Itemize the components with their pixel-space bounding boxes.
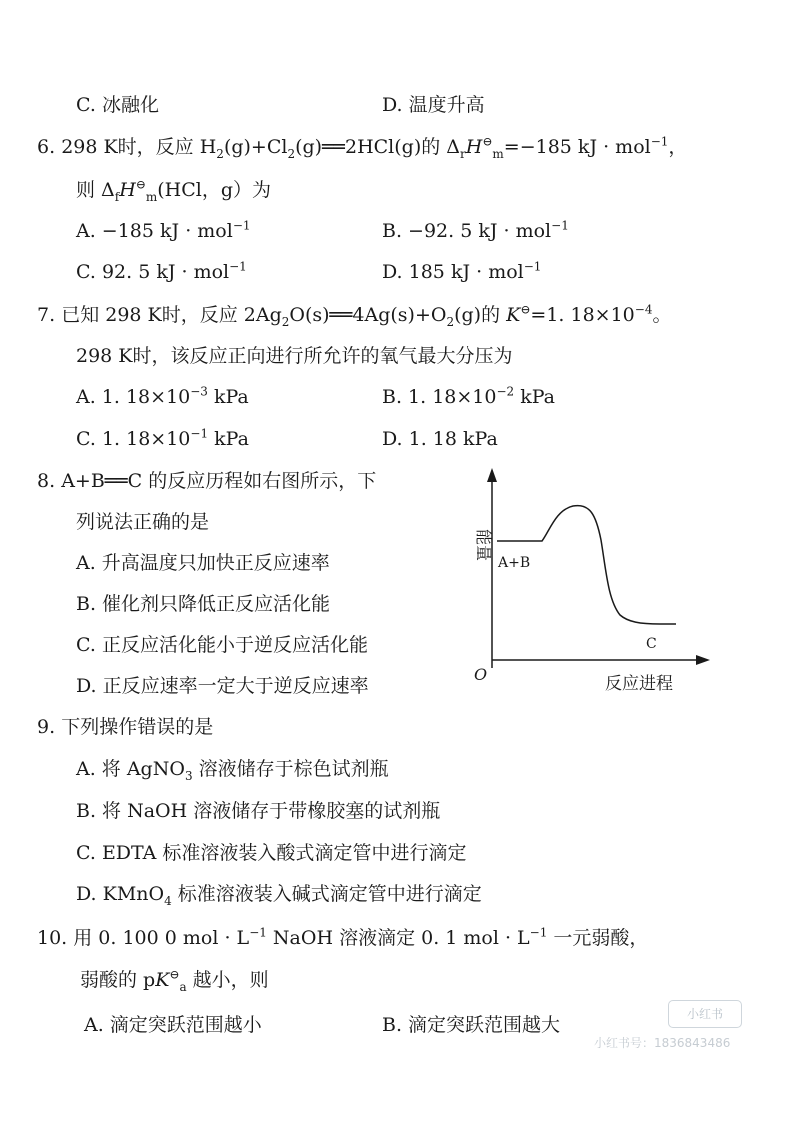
x-axis-arrow xyxy=(696,655,710,665)
reactants-label: A+B xyxy=(498,555,531,571)
q7-stem-line1: 7. 已知 298 K时，反应 $2Ag_2O(s)══4Ag(s)+O_2(g)$的 K⊖=1. $18\times 10^{-4}$。 xyxy=(37,302,672,329)
q5-option-d: D. 温度升高 xyxy=(382,94,485,116)
q8-stem-line1: 8. A+B══C 的反应历程如右图所示，下 xyxy=(37,470,377,492)
q6-option-a: A. −185 kJ · mol$^{-1}$ xyxy=(76,218,251,242)
q6-number: 6. xyxy=(37,136,56,158)
q8-option-a: A. 升高温度只加快正反应速率 xyxy=(76,552,330,574)
q6-option-c: C. 92. 5 kJ · mol$^{-1}$ xyxy=(76,259,247,283)
q8-option-b: B. 催化剂只降低正反应活化能 xyxy=(76,593,331,615)
q8-stem-line2: 列说法正确的是 xyxy=(76,511,210,533)
product-label: C xyxy=(646,636,657,652)
q9-stem: 9. 下列操作错误的是 xyxy=(37,716,214,738)
q7-option-c: C. 1. $18\times 10^{-1}$ kPa xyxy=(76,426,249,450)
origin-label: O xyxy=(474,665,488,684)
q10-option-a: A. 滴定突跃范围越小 xyxy=(84,1014,262,1036)
q5-option-c: C. 冰融化 xyxy=(76,94,159,116)
q7-option-a: A. 1. $18\times 10^{-3}$ kPa xyxy=(76,384,249,408)
q9-number: 9. xyxy=(37,716,56,738)
q7-number: 7. xyxy=(37,304,56,326)
q9-option-a: A. 将 AgNO$_3$ 溶液储存于棕色试剂瓶 xyxy=(76,758,389,783)
watermark-badge: 小红书 xyxy=(668,1000,742,1028)
watermark-id: 小红书号：1836843486 xyxy=(594,1036,731,1050)
q6-stem-line1: 6. 298 K时，反应 $H_2(g)+Cl_2(g)══2HCl(g)$的 $\Delta_rH^⊖_m=-185$ kJ · mol$^{-1}$， xyxy=(37,134,688,161)
q9-option-c: C. EDTA 标准溶液装入酸式滴定管中进行滴定 xyxy=(76,842,467,864)
q7-option-d: D. 1. 18 kPa xyxy=(382,428,498,450)
q10-stem-line2: 弱酸的 $pK^⊖_a$ 越小，则 xyxy=(80,967,269,994)
q9-option-b: B. 将 NaOH 溶液储存于带橡胶塞的试剂瓶 xyxy=(76,800,441,822)
q8-number: 8. xyxy=(37,470,56,492)
x-axis-label: 反应进程 xyxy=(605,674,673,694)
q8-option-d: D. 正反应速率一定大于逆反应速率 xyxy=(76,675,369,697)
q10-option-b: B. 滴定突跃范围越大 xyxy=(382,1014,561,1036)
q7-option-b: B. 1. $18\times 10^{-2}$ kPa xyxy=(382,384,555,408)
q7-stem-line2: 298 K时，该反应正向进行所允许的氧气最大分压为 xyxy=(76,345,513,367)
y-axis-label: 能量 xyxy=(474,528,493,562)
y-axis-arrow xyxy=(487,468,497,482)
q10-stem-line1: 10. 用 0. 100 0 mol · $L^{-1}$ NaOH 溶液滴定 0. 1 mol · $L^{-1}$ 一元弱酸， xyxy=(37,925,649,949)
q6-option-d: D. 185 kJ · mol$^{-1}$ xyxy=(382,259,542,283)
q6-option-b: B. −92. 5 kJ · mol$^{-1}$ xyxy=(382,218,569,242)
q8-option-c: C. 正反应活化能小于逆反应活化能 xyxy=(76,634,368,656)
q6-stem-line2: 则 $\Delta_fH^⊖_m(HCl$，g）为 xyxy=(76,177,272,204)
q10-number: 10. xyxy=(37,927,68,949)
q9-option-d: D. KMnO$_4$ 标准溶液装入碱式滴定管中进行滴定 xyxy=(76,883,482,908)
